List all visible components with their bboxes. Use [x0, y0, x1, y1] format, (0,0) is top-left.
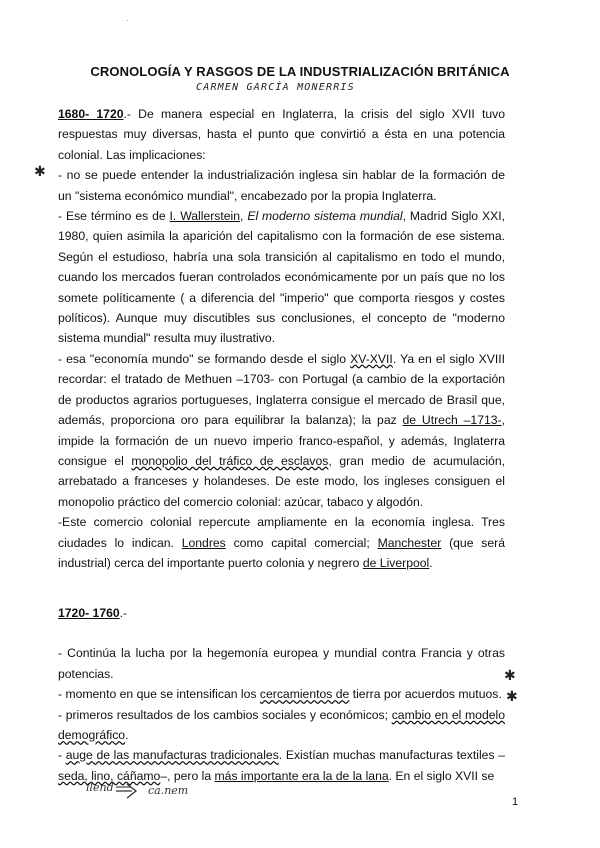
section-2-paragraph-3: [58, 705, 505, 746]
century-underlined: XV-XVII: [350, 351, 393, 366]
london-underlined: Londres: [181, 535, 226, 550]
section-1-paragraph-4: [58, 512, 505, 573]
handwritten-note-right: ca.nem: [148, 784, 189, 797]
section-2-heading-line: [58, 603, 505, 623]
scan-dot: ·: [126, 16, 129, 25]
p4-text-b: como capital comercial;: [225, 535, 378, 550]
author-handwriting: CARMEN GARCÍA MONERRIS: [196, 82, 355, 93]
monopoly-underlined: monopolio del tráfico de esclavos: [131, 453, 329, 468]
page-title: CRONOLOGÍA Y RASGOS DE LA INDUSTRIALIZACIÓN BRITÁNICA: [90, 64, 510, 79]
spacer: [58, 623, 505, 643]
wallerstein-underlined: I. Wallerstein: [169, 209, 241, 224]
p4-text-d: .: [429, 555, 433, 570]
section-2-heading: 1720- 1760: [58, 606, 120, 620]
s2p2-text-b: tierra por acuerdos mutuos.: [349, 687, 502, 702]
section-1-heading: 1680- 1720: [58, 107, 124, 121]
s2p4-text-c: –, pero la: [160, 768, 215, 783]
page-number: 1: [512, 796, 519, 808]
lana-underlined: más importante era la de la lana: [214, 768, 389, 783]
cercamientos-underlined: cercamientos de: [259, 687, 350, 702]
p4-text-a: -Este comercio colonial repercute ampliamente en la economía inglesa. Tres ciudades lo indican.: [58, 515, 505, 550]
section-1680-1720: [58, 104, 505, 573]
arrow-right-icon: [114, 779, 140, 799]
asterisk-mark-icon: ✱: [504, 667, 516, 683]
textiles-underlined: seda, lino, cáñamo: [58, 768, 161, 783]
section-1-paragraph-1: - no se puede entender la industrialización inglesa sin hablar de la formación de un "sistema económico mundial", encabezado por la propia Inglaterra.: [58, 168, 505, 203]
asterisk-mark-icon: ✱: [506, 688, 518, 704]
section-1-intro-text: .- De manera especial en Inglaterra, la crisis del siglo XVII tuvo respuestas muy diversas, hasta el punto que convirtió a ésta en una potencia colonial. Las implicaciones:: [58, 107, 505, 162]
manchester-underlined: Manchester: [377, 535, 442, 550]
s2p2-text-a: - momento en que se intensifican los: [58, 687, 260, 702]
section-1-paragraph-3: [58, 349, 505, 512]
section-1-intro: [58, 104, 505, 165]
p3-text-c: , impide la formación de un nuevo imperio franco-español, y además, Inglaterra consigue el: [58, 413, 505, 468]
s2p4-text-a: -: [58, 748, 66, 763]
section-1-paragraph-2: [58, 206, 505, 349]
asterisk-mark-icon: ✱: [34, 163, 46, 179]
p2-text-a: - Ese término es de: [58, 209, 170, 224]
manufacturas-underlined: auge de las manufacturas tradicionales: [65, 748, 279, 763]
handwritten-note-left: ilend: [86, 781, 114, 794]
demographic-underlined: cambio en el modelo demográfico: [58, 707, 505, 743]
s2p4-text-d: . En el siglo XVII se: [388, 768, 495, 783]
p3-text-b: . Ya en el siglo XVIII recordar: el tratado de Methuen –1703- con Portugal (a cambio de la exportación de productos agrarios portugueses, Inglaterra consigue el mercado de Brasil que, además, proporciona oro para equilibrar la balanza); la paz: [58, 351, 505, 428]
p3-text-d: , gran medio de acumulación, arrebatado a franceses y holandeses. De este modo, los ingleses consiguen el monopolio práctico del comercio colonial: azúcar, tabaco y algodón.: [58, 453, 505, 509]
section-2-paragraph-1: - Continúa la lucha por la hegemonía europea y mundial contra Francia y otras potencias.: [58, 646, 505, 681]
s2p4-text-b: . Existían muchas manufacturas textiles –: [278, 748, 505, 763]
liverpool-underlined: de Liverpool: [362, 555, 430, 570]
book-title: El moderno sistema mundial: [247, 209, 403, 224]
section-1720-1760: [58, 603, 505, 786]
s2p3-text-a: - primeros resultados de los cambios sociales y económicos;: [58, 707, 392, 722]
section-2-heading-suffix: .-: [119, 606, 128, 620]
p4-text-c: (que será industrial) cerca del importante puerto colonia y negrero: [58, 535, 505, 570]
p2-text-b: , Madrid Siglo XXI, 1980, quien asimila la aparición del capitalismo con la formación de ese sistema. Según el estudioso, habría una sola transición al capitalismo en todo el mundo, cuando los mercados fueran controlados económicamente por un país que no los somete políticamente ( a diferencia del "imperio" que comporta riesgos y costes políticos). Aunque muy discutibles sus conclusiones, el concepto de "moderno sistema mundial" resulta muy ilustrativo.: [58, 209, 505, 346]
p3-text-a: - esa "economía mundo" se formando desde el siglo: [58, 351, 351, 366]
p2-sep: ,: [240, 209, 248, 224]
utrech-underlined: de Utrech –1713-: [402, 413, 502, 428]
s2p3-text-b: .: [125, 728, 129, 743]
section-2-paragraph-2: [58, 684, 505, 704]
